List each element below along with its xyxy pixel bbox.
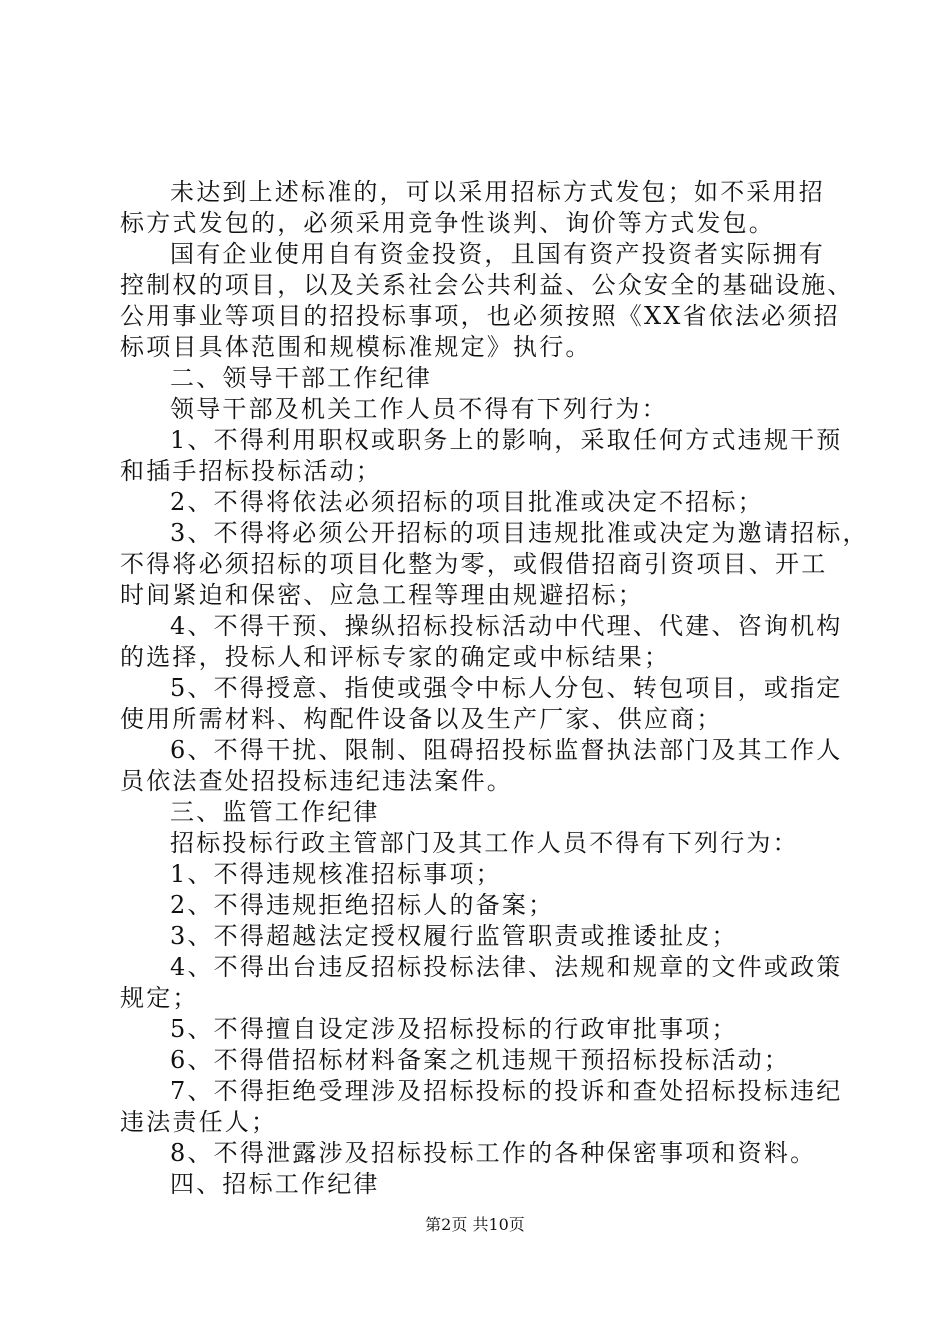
list-item-line: 7、不得拒绝受理涉及招标投标的投诉和查处招标投标违纪 [170,1077,843,1105]
list-item-line: 6、不得干扰、限制、阻碍招投标监督执法部门及其工作人 [170,736,843,764]
list-item-line: 3、不得将必须公开招标的项目违规批准或决定为邀请招标， [170,519,869,547]
list-item-line: 不得将必须招标的项目化整为零，或假借招商引资项目、开工 [120,550,828,578]
list-item-line: 使用所需材料、构配件设备以及生产厂家、供应商； [120,705,723,733]
list-item-line: 4、不得干预、操纵招标投标活动中代理、代建、咨询机构 [170,612,843,640]
section-heading: 三、监管工作纪律 [170,798,380,826]
list-item-line: 1、不得违规核准招标事项； [170,860,502,888]
paragraph-line: 标方式发包的，必须采用竞争性谈判、询价等方式发包。 [120,209,775,237]
list-item-line: 4、不得出台违反招标投标法律、法规和规章的文件或政策 [170,953,843,981]
paragraph-line: 招标投标行政主管部门及其工作人员不得有下列行为： [170,829,799,857]
paragraph-line: 标项目具体范围和规模标准规定》执行。 [120,333,592,361]
page-number-footer: 第2页 共10页 [425,1215,525,1234]
list-item-line: 2、不得违规拒绝招标人的备案； [170,891,555,919]
list-item-line: 的选择，投标人和评标专家的确定或中标结果； [120,643,671,671]
paragraph-line: 国有企业使用自有资金投资，且国有资产投资者实际拥有 [170,240,825,268]
list-item-line: 6、不得借招标材料备案之机违规干预招标投标活动； [170,1046,791,1074]
list-item-line: 1、不得利用职权或职务上的影响，采取任何方式违规干预 [170,426,843,454]
list-item-line: 时间紧迫和保密、应急工程等理由规避招标； [120,581,644,609]
list-item-line: 违法责任人； [120,1108,278,1136]
list-item-line: 5、不得擅自设定涉及招标投标的行政审批事项； [170,1015,738,1043]
paragraph-line: 领导干部及机关工作人员不得有下列行为： [170,395,668,423]
list-item-line: 5、不得授意、指使或强令中标人分包、转包项目，或指定 [170,674,843,702]
list-item-line: 和插手招标投标活动； [120,457,382,485]
paragraph-line: 控制权的项目，以及关系社会公共利益、公众安全的基础设施、 [120,271,854,299]
section-heading: 四、招标工作纪律 [170,1170,380,1198]
paragraph-line: 公用事业等项目的招投标事项，也必须按照《XX省依法必须招 [120,302,840,330]
list-item-line: 2、不得将依法必须招标的项目批准或决定不招标； [170,488,764,516]
list-item-line: 8、不得泄露涉及招标投标工作的各种保密事项和资料。 [170,1139,817,1167]
list-item-line: 规定； [120,984,199,1012]
list-item-line: 员依法查处招投标违纪违法案件。 [120,767,513,795]
paragraph-line: 未达到上述标准的，可以采用招标方式发包；如不采用招 [170,178,825,206]
section-heading: 二、领导干部工作纪律 [170,364,432,392]
list-item-line: 3、不得超越法定授权履行监管职责或推诿扯皮； [170,922,738,950]
